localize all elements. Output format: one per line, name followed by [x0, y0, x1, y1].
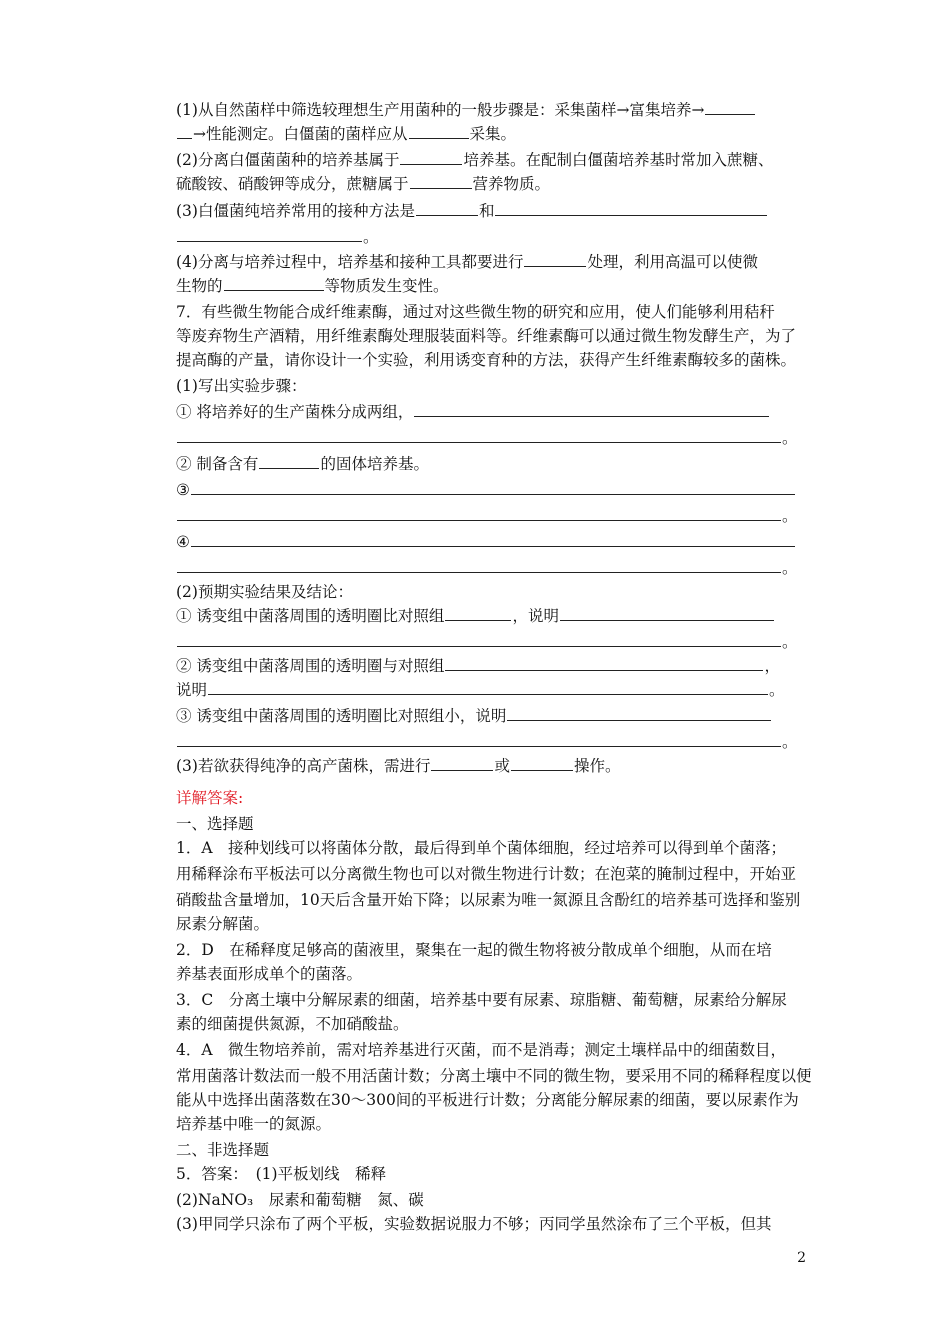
answer-blank [177, 426, 781, 443]
answer-blank [177, 225, 362, 242]
result-3-line1: ③ 诱变组中菌落周围的透明圈比对照组小，说明 [176, 704, 772, 728]
answer-2-line2: 养基表面形成单个的菌落。 [176, 965, 363, 983]
result-1-line1: ① 诱变组中菌落周围的透明圈比对照组 ，说明 [176, 604, 775, 628]
step-4-line2: 。 [176, 556, 798, 580]
question-7-part2-heading: (2)预期实验结果及结论： [176, 583, 353, 601]
question-6-part3-line2: 。 [176, 225, 379, 249]
answer-blank [705, 98, 755, 115]
question-6-part2-line2: 硫酸铵、硝酸钾等成分，蔗糖属于 营养物质。 [176, 172, 550, 196]
answer-blank [191, 478, 795, 495]
answer-blank [445, 654, 763, 671]
step-4-line1: ④ [176, 530, 796, 554]
question-7-stem-line1: 7．有些微生物能合成纤维素酶，通过对这些微生物的研究和应用，使人们能够利用秸秆 [176, 303, 775, 321]
step-3-line1: ③ [176, 478, 796, 502]
step-1-line2: 。 [176, 426, 798, 450]
answer-blank [511, 754, 573, 771]
answer-1-line4: 尿素分解菌。 [176, 915, 270, 933]
answer-blank [224, 274, 324, 291]
answer-blank [507, 704, 771, 721]
question-6-part4-line1: (4)分离与培养过程中，培养基和接种工具都要进行 处理，利用高温可以使微 [176, 250, 758, 274]
answers-title: 详解答案: [176, 789, 244, 807]
question-7-stem-line3: 提高酶的产量，请你设计一个实验，利用诱变育种的方法，获得产生纤维素酶较多的菌株。 [176, 351, 797, 369]
answer-blank [495, 199, 767, 216]
step-1-line1: ① 将培养好的生产菌株分成两组， [176, 400, 770, 424]
step-3-line2: 。 [176, 504, 798, 528]
answer-blank [560, 604, 774, 621]
answer-4-line2: 常用菌落计数法而一般不用活菌计数；分离土壤中不同的微生物，要采用不同的稀释程度以便 [176, 1067, 812, 1085]
answer-blank [524, 250, 586, 267]
step-2: ② 制备含有 的固体培养基。 [176, 452, 429, 476]
answer-blank [400, 148, 462, 165]
answer-4-line1: 4．A 微生物培养前，需对培养基进行灭菌，而不是消毒；测定土壤样品中的细菌数目， [176, 1041, 787, 1059]
answer-blank [410, 172, 472, 189]
answer-blank [177, 556, 781, 573]
answer-blank [177, 630, 781, 647]
question-6-part1-line2: →性能测定。白僵菌的菌样应从 采集。 [176, 122, 516, 146]
section-choice-heading: 一、选择题 [176, 815, 254, 833]
answer-blank [445, 604, 511, 621]
result-2-line1: ② 诱变组中菌落周围的透明圈与对照组 ， [176, 654, 780, 678]
result-1-line2: 。 [176, 630, 798, 654]
answer-blank [191, 530, 795, 547]
answer-4-line3: 能从中选择出菌落数在30～300间的平板进行计数；分离能分解尿素的细菌，要以尿素作为 [176, 1091, 799, 1109]
answer-blank [208, 678, 768, 695]
answer-3-line1: 3．C 分离土壤中分解尿素的细菌，培养基中要有尿素、琼脂糖、葡萄糖，尿素给分解尿 [176, 991, 787, 1009]
answer-blank [177, 122, 192, 139]
answer-1-line3: 硝酸盐含量增加，10天后含量开始下降；以尿素为唯一氮源且含酚红的培养基可选择和鉴别 [176, 891, 801, 909]
answer-1-line1: 1．A 接种划线可以将菌体分散，最后得到单个菌体细胞，经过培养可以得到单个菌落； [176, 839, 787, 857]
answer-blank [177, 504, 781, 521]
page-number: 2 [797, 1250, 806, 1266]
result-2-line2: 说明 。 [176, 678, 785, 702]
answer-5-line2: (2)NaNO₃ 尿素和葡萄糖 氮、碳 [176, 1191, 424, 1209]
answer-blank [177, 730, 781, 747]
question-7-part1-heading: (1)写出实验步骤： [176, 377, 307, 395]
answer-blank [409, 122, 469, 139]
question-6-part2-line1: (2)分离白僵菌菌种的培养基属于 培养基。在配制白僵菌培养基时常加入蔗糖、 [176, 148, 773, 172]
result-3-line2: 。 [176, 730, 798, 754]
answer-3-line2: 素的细菌提供氮源，不加硝酸盐。 [176, 1015, 409, 1033]
answer-blank [416, 199, 478, 216]
question-6-part3-line1: (3)白僵菌纯培养常用的接种方法是 和 [176, 199, 768, 223]
answer-blank [259, 452, 319, 469]
question-7-stem-line2: 等废弃物生产酒精，用纤维素酶处理服装面料等。纤维素酶可以通过微生物发酵生产，为了 [176, 327, 797, 345]
answer-blank [431, 754, 493, 771]
question-6-part1-line1: (1)从自然菌样中筛选较理想生产用菌种的一般步骤是：采集菌样→富集培养→ [176, 98, 756, 122]
answer-2-line1: 2．D 在稀释度足够高的菌液里，聚集在一起的微生物将被分散成单个细胞，从而在培 [176, 941, 772, 959]
section-non-choice-heading: 二、非选择题 [176, 1141, 270, 1159]
answer-5-line1: 5．答案： (1)平板划线 稀释 [176, 1165, 387, 1183]
question-7-part3: (3)若欲获得纯净的高产菌株，需进行 或 操作。 [176, 754, 621, 778]
answer-5-line3: (3)甲同学只涂布了两个平板，实验数据说服力不够；丙同学虽然涂布了三个平板，但其 [176, 1215, 772, 1233]
question-6-part4-line2: 生物的 等物质发生变性。 [176, 274, 449, 298]
answer-4-line4: 培养基中唯一的氮源。 [176, 1115, 332, 1133]
answer-1-line2: 用稀释涂布平板法可以分离微生物也可以对微生物进行计数；在泡菜的腌制过程中，开始亚 [176, 865, 797, 883]
answer-blank [414, 400, 769, 417]
